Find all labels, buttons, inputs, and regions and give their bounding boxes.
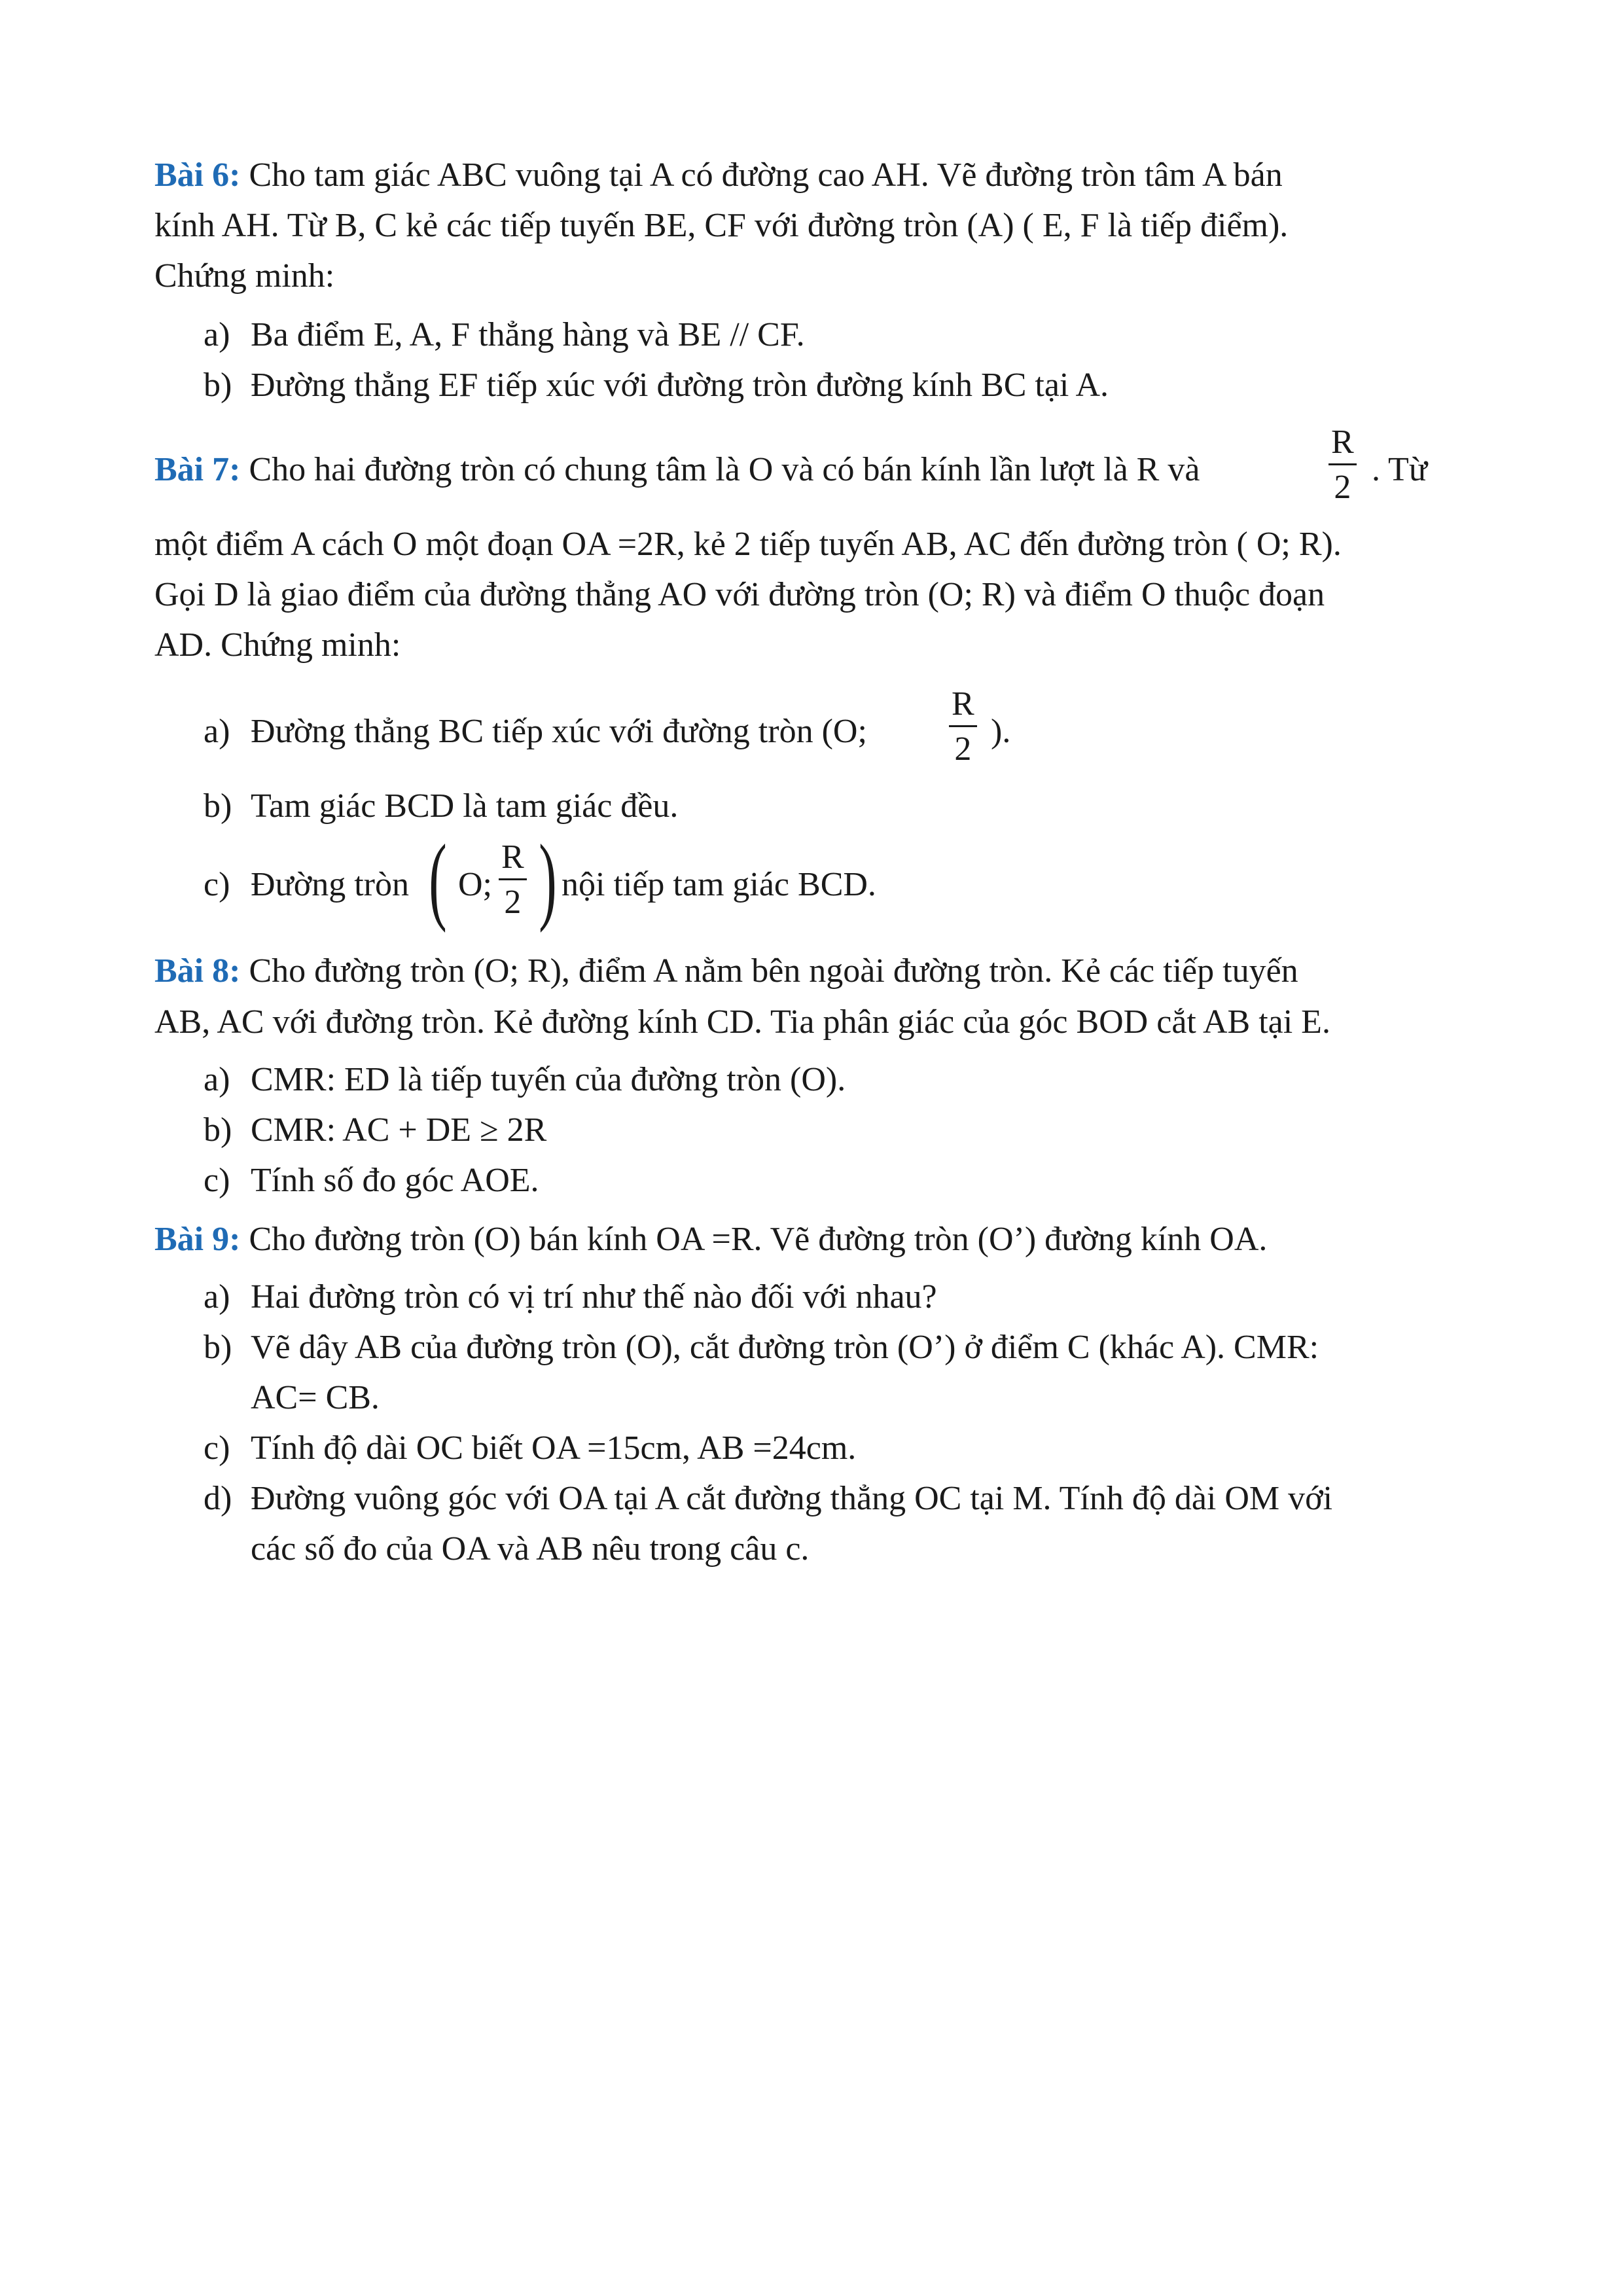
- bai6-label: Bài 6:: [154, 156, 241, 194]
- bai9-item-d-text2: các số đo của OA và AB nêu trong câu c.: [251, 1530, 810, 1568]
- bai8-item-c-mark: c): [204, 1162, 230, 1199]
- bai7-item-a-frac-num: R: [949, 687, 977, 727]
- bai7-item-c-fraction: [499, 840, 527, 920]
- bai7-item-a-end: ).: [991, 713, 1011, 750]
- bai7-line1: [154, 449, 1200, 491]
- bai7-item-c-o: O;: [458, 866, 492, 903]
- bai9-item-a-text: Hai đường tròn có vị trí như thế nào đối với nhau?: [251, 1278, 937, 1316]
- bai8-line2: AB, AC với đường tròn. Kẻ đường kính CD. Tia phân giác của góc BOD cắt AB tại E.: [154, 1003, 1330, 1041]
- right-paren: ): [539, 825, 557, 933]
- bai9-item-c-text: Tính độ dài OC biết OA =15cm, AB =24cm.: [251, 1429, 857, 1467]
- bai9-item-a-mark: a): [204, 1278, 230, 1316]
- bai8-text1: Cho đường tròn (O; R), điểm A nằm bên ngoài đường tròn. Kẻ các tiếp tuyến: [240, 952, 1298, 990]
- bai7-line2: một điểm A cách O một đoạn OA =2R, kẻ 2 tiếp tuyến AB, AC đến đường tròn ( O; R).: [154, 526, 1342, 563]
- bai7-label: Bài 7:: [154, 451, 241, 488]
- bai8-item-c-text: Tính số đo góc AOE.: [251, 1162, 539, 1199]
- bai8-line1: [154, 950, 1298, 992]
- bai7-item-a-text: Đường thẳng BC tiếp xúc với đường tròn (O;: [251, 713, 867, 750]
- bai6-item-a-mark: a): [204, 316, 230, 353]
- bai8-label: Bài 8:: [154, 952, 241, 990]
- bai9-item-d-mark: d): [204, 1480, 232, 1517]
- bai8-item-a-mark: a): [204, 1061, 230, 1098]
- bai7-frac-den: 2: [1334, 469, 1351, 506]
- bai7-line3: Gọi D là giao điểm của đường thẳng AO với đường tròn (O; R) và điểm O thuộc đoạn: [154, 576, 1325, 613]
- bai7-item-a-mark: a): [204, 713, 230, 750]
- bai6-item-b-text: Đường thẳng EF tiếp xúc với đường tròn đường kính BC tại A.: [251, 367, 1109, 404]
- bai6-text1: Cho tam giác ABC vuông tại A có đường cao AH. Vẽ đường tròn tâm A bán: [240, 156, 1283, 194]
- bai8-item-a-text: CMR: ED là tiếp tuyến của đường tròn (O).: [251, 1061, 846, 1098]
- bai9-text1: Cho đường tròn (O) bán kính OA =R. Vẽ đường tròn (O’) đường kính OA.: [240, 1221, 1268, 1258]
- bai7-item-c-mark: c): [204, 866, 230, 903]
- bai7-text1: Cho hai đường tròn có chung tâm là O và có bán kính lần lượt là R và: [240, 451, 1200, 488]
- bai9-item-d-text: Đường vuông góc với OA tại A cắt đường thẳng OC tại M. Tính độ dài OM với: [251, 1480, 1333, 1517]
- bai6-item-a-text: Ba điểm E, A, F thẳng hàng và BE // CF.: [251, 316, 805, 353]
- bai7-item-a-frac-den: 2: [954, 730, 972, 768]
- bai9-item-b-text: Vẽ dây AB của đường tròn (O), cắt đường tròn (O’) ở điểm C (khác A). CMR:: [251, 1329, 1319, 1366]
- bai6-line2: kính AH. Từ B, C kẻ các tiếp tuyến BE, CF với đường tròn (A) ( E, F là tiếp điểm).: [154, 207, 1289, 244]
- bai8-item-b-text: CMR: AC + DE ≥ 2R: [251, 1111, 547, 1149]
- bai7-item-c-frac-num: R: [499, 840, 527, 880]
- bai7-item-c-text: Đường tròn: [251, 866, 409, 903]
- bai9-line1: [154, 1219, 1267, 1261]
- left-paren: (: [429, 825, 447, 933]
- bai8-item-b-mark: b): [204, 1111, 232, 1149]
- bai6-line3: Chứng minh:: [154, 257, 335, 295]
- bai7-item-b-mark: b): [204, 787, 232, 825]
- bai7-frac-num: R: [1329, 425, 1357, 465]
- bai6-line1: [154, 154, 1283, 196]
- bai7-item-c-end: nội tiếp tam giác BCD.: [562, 866, 876, 903]
- bai9-item-b-mark: b): [204, 1329, 232, 1366]
- bai7-text1-end: . Từ: [1372, 451, 1428, 488]
- bai7-line4: AD. Chứng minh:: [154, 626, 401, 664]
- bai7-item-a-fraction: [949, 687, 977, 766]
- bai6-item-b-mark: b): [204, 367, 232, 404]
- bai9-item-c-mark: c): [204, 1429, 230, 1467]
- bai7-item-b-text: Tam giác BCD là tam giác đều.: [251, 787, 679, 825]
- bai7-fraction: [1329, 425, 1357, 505]
- bai9-item-b-text2: AC= CB.: [251, 1379, 380, 1416]
- bai9-label: Bài 9:: [154, 1221, 241, 1258]
- bai7-item-c-frac-den: 2: [504, 884, 522, 921]
